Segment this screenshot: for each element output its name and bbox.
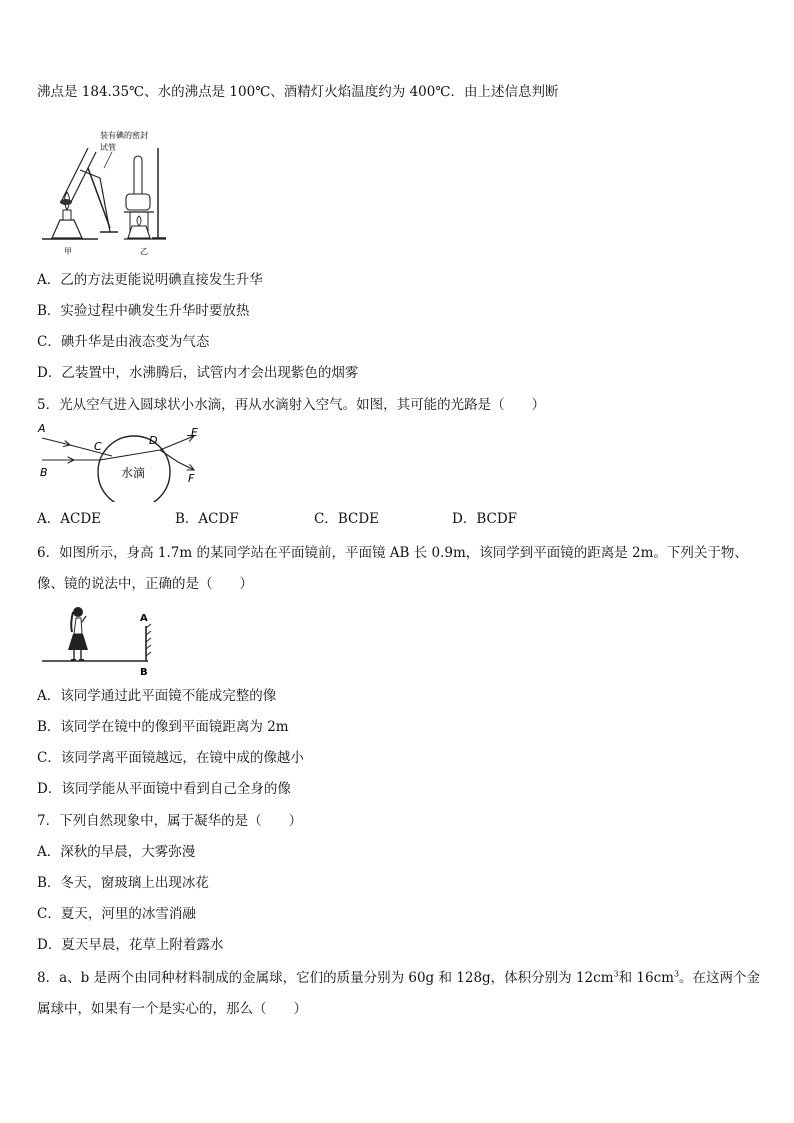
label-e: E <box>191 426 198 439</box>
q5-option-b: B．ACDF <box>175 511 239 527</box>
mirror-label-b: B <box>140 667 148 678</box>
intro-text: 沸点是 184.35℃、水的沸点是 100℃、酒精灯火焰温度约为 400℃．由上述信息判断 <box>37 84 559 100</box>
q5-stem: 5．光从空气进入圆球状小水滴，再从水滴射入空气。如图，其可能的光路是（ ） <box>37 397 546 413</box>
label-yi: 乙 <box>140 247 148 256</box>
q7-option-a: A．深秋的早晨，大雾弥漫 <box>37 844 196 860</box>
q7-option-b: B．冬天，窗玻璃上出现冰花 <box>37 875 209 891</box>
q8-sup2: 3 <box>673 969 680 979</box>
q6-option-c: C．该同学离平面镜越远，在镜中成的像越小 <box>37 750 304 766</box>
q4-option-b: B．实验过程中碘发生升华时要放热 <box>37 303 250 319</box>
q8-stem <box>37 963 762 1025</box>
label-d: D <box>149 434 158 447</box>
q5-options <box>37 510 517 528</box>
q5-option-d: D．BCDF <box>452 511 518 527</box>
q6-stem: 6．如图所示，身高 1.7m 的某同学站在平面镜前，平面镜 AB 长 0.9m，该同学到平面镜的距离是 2m。下列关于物、像、镜的说法中，正确的是（ ） <box>37 545 748 592</box>
plane-mirror-figure <box>40 604 162 678</box>
q6-option-a: A．该同学通过此平面镜不能成完整的像 <box>37 688 277 704</box>
q8-stem-part2: 和 16cm <box>618 970 674 986</box>
q8-sup1: 3 <box>613 969 619 979</box>
q7-stem: 7．下列自然现象中，属于凝华的是（ ） <box>37 813 303 829</box>
label-tube: 试管 <box>100 143 116 152</box>
mirror-label-a: A <box>140 613 148 624</box>
q8-stem-part1: 8．a、b 是两个由同种材料制成的金属球，它们的质量分别为 60g 和 128g，体积分别为 12cm <box>37 970 614 986</box>
label-a: A <box>38 422 46 435</box>
iodine-apparatus-figure <box>40 128 175 260</box>
q6-option-d: D．该同学能从平面镜中看到自己全身的像 <box>37 781 291 797</box>
q4-option-a: A．乙的方法更能说明碘直接发生升华 <box>37 272 263 288</box>
label-f: F <box>188 472 195 485</box>
q7-option-c: C．夏天，河里的冰雪消融 <box>37 906 196 922</box>
water-drop-label: 水滴 <box>121 466 146 480</box>
label-b: B <box>40 466 48 479</box>
label-c: C <box>94 440 102 453</box>
q5-option-c: C．BCDE <box>314 511 380 527</box>
label-sealed-tube: 装有碘的密封 <box>100 131 148 140</box>
q5-option-a: A．ACDE <box>37 511 102 527</box>
label-jia: 甲 <box>64 247 72 256</box>
q4-option-c: C．碘升华是由液态变为气态 <box>37 334 210 350</box>
q4-option-d: D．乙装置中，水沸腾后，试管内才会出现紫色的烟雾 <box>37 365 359 381</box>
water-drop-light-path-figure <box>36 420 204 502</box>
q8-stem-part3: 。在这两个金属球中，如果有一个是实心的，那么（ ） <box>37 970 761 1017</box>
q6-option-b: B．该同学在镜中的像到平面镜距离为 2m <box>37 719 289 735</box>
q7-option-d: D．夏天早晨，花草上附着露水 <box>37 937 224 953</box>
